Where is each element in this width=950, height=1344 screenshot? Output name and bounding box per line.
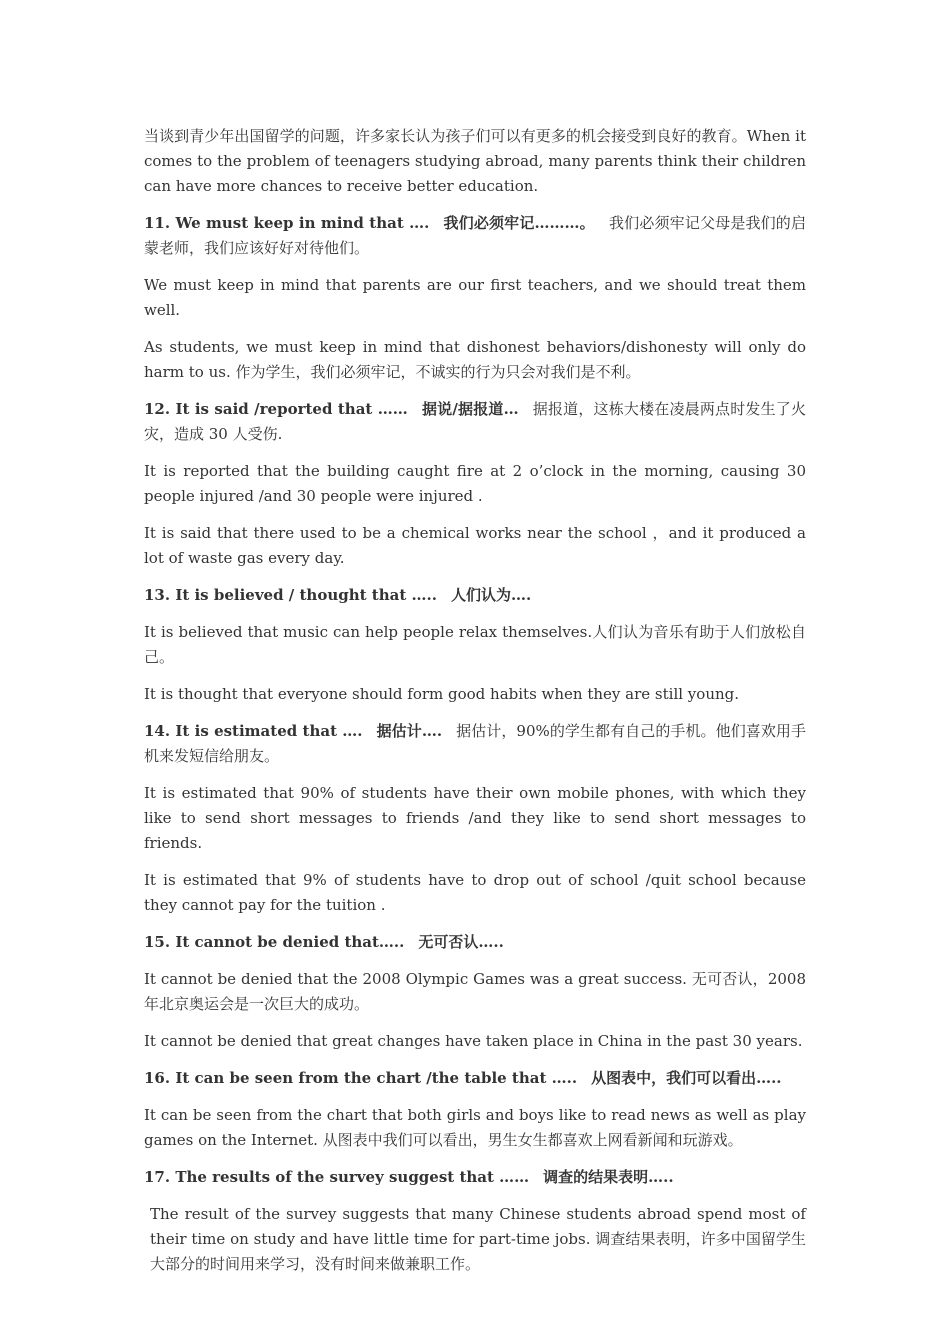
text-paragraph [144, 1202, 806, 1277]
section-heading-cn: 调查的结果表明….. [543, 1168, 674, 1186]
section-heading-cn: 从图表中，我们可以看出….. [591, 1069, 782, 1087]
paragraph-text: It is reported that the building caught fire at 2 o’clock in the morning, causing 30 people injured /and 30 people were injured . [144, 462, 806, 505]
section-heading: 17. The results of the survey suggest that …… [144, 1168, 530, 1186]
section-heading: 16. It can be seen from the chart /the table that ….. [144, 1069, 578, 1087]
section-heading-cn: 据说/据报道… [421, 400, 519, 418]
section-paragraph [144, 719, 806, 769]
paragraph-text: It is estimated that 9% of students have to drop out of school /quit school because they cannot pay for the tuition . [144, 871, 806, 914]
section-heading-cn: 我们必须牢记………。 [443, 214, 595, 232]
text-paragraph [144, 124, 806, 199]
section-heading: 11. We must keep in mind that …. [144, 214, 430, 232]
text-paragraph [144, 868, 806, 918]
paragraph-text: The result of the survey suggests that many Chinese students abroad spend most of their time on study and have little time for part-time jobs. 调查结果表明，许多中国留学生大部分的时间用来学习，没有时间来做兼职工作。 [150, 1205, 806, 1273]
paragraph-text: 据估计，90%的学生都有自己的手机。他们喜欢用手机来发短信给朋友。 [144, 722, 806, 765]
paragraph-text: It is believed that music can help people relax themselves.人们认为音乐有助于人们放松自己。 [144, 623, 806, 666]
paragraph-text: 据报道，这栋大楼在凌晨两点时发生了火灾，造成 30 人受伤. [144, 400, 806, 443]
paragraph-text: It is estimated that 90% of students have their own mobile phones, with which they like to send short messages to friends /and they like to send short messages to friends. [144, 784, 806, 852]
paragraph-text: It cannot be denied that the 2008 Olympic Games was a great success. 无可否认，2008 年北京奥运会是一次巨大的成功。 [144, 970, 806, 1013]
paragraph-text: We must keep in mind that parents are our first teachers, and we should treat them well. [144, 276, 806, 319]
text-paragraph [144, 273, 806, 323]
section-heading-cn: 人们认为…. [450, 586, 532, 604]
text-paragraph [144, 459, 806, 509]
text-paragraph [144, 620, 806, 670]
section-heading: 14. It is estimated that …. [144, 722, 363, 740]
section-paragraph [144, 397, 806, 447]
paragraph-text: 我们必须牢记父母是我们的启蒙老师，我们应该好好对待他们。 [144, 214, 806, 257]
section-heading: 12. It is said /reported that …… [144, 400, 408, 418]
text-paragraph [144, 682, 806, 707]
paragraph-text: It is thought that everyone should form good habits when they are still young. [144, 685, 740, 703]
text-paragraph [144, 335, 806, 385]
text-paragraph [144, 1029, 806, 1054]
text-paragraph [144, 967, 806, 1017]
document-page [144, 124, 806, 1289]
section-heading: 13. It is believed / thought that ….. [144, 586, 437, 604]
paragraph-text: It can be seen from the chart that both girls and boys like to read news as well as play games on the Internet. 从图表中我们可以看出，男生女生都喜欢上网看新闻和玩游戏。 [144, 1106, 806, 1149]
paragraph-text: As students, we must keep in mind that dishonest behaviors/dishonesty will only do harm to us. 作为学生，我们必须牢记，不诚实的行为只会对我们是不利。 [144, 338, 806, 381]
section-heading-cn: 据估计…. [376, 722, 443, 740]
section-paragraph [144, 211, 806, 261]
paragraph-text: 当谈到青少年出国留学的问题，许多家长认为孩子们可以有更多的机会接受到良好的教育。When it comes to the problem of teenagers studying abroad, many parents think their children can have more chances to receive better education. [144, 127, 806, 195]
section-paragraph [144, 930, 806, 955]
paragraph-text: It cannot be denied that great changes have taken place in China in the past 30 years. [144, 1032, 803, 1050]
section-heading-cn: 无可否认….. [418, 933, 504, 951]
paragraph-text: It is said that there used to be a chemical works near the school ，and it produced a lot of waste gas every day. [144, 524, 806, 567]
section-paragraph [144, 1066, 806, 1091]
section-paragraph [144, 1165, 806, 1190]
section-heading: 15. It cannot be denied that….. [144, 933, 405, 951]
section-paragraph [144, 583, 806, 608]
text-paragraph [144, 781, 806, 856]
text-paragraph [144, 521, 806, 571]
text-paragraph [144, 1103, 806, 1153]
